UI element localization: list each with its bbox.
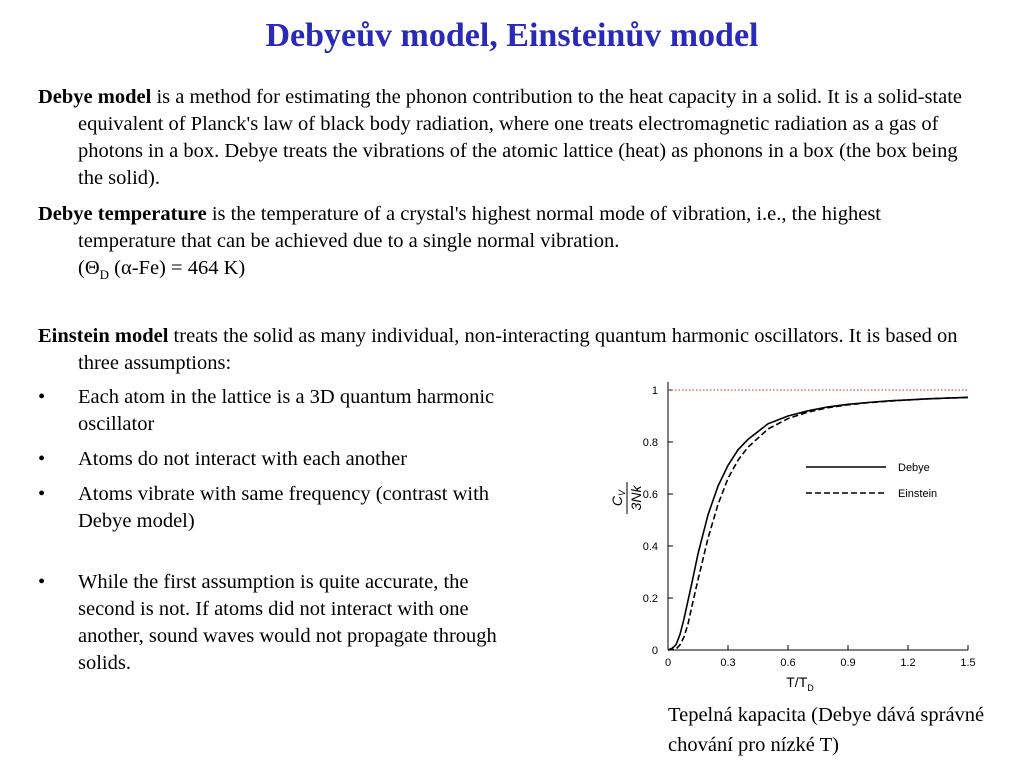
debye-temperature-term: Debye temperature (38, 203, 207, 225)
y-tick-label: 0.4 (642, 541, 658, 553)
y-tick-label: 1 (651, 385, 658, 397)
einstein-model-term: Einstein model (38, 325, 169, 347)
y-axis-label-numerator: $C_V$ (609, 489, 627, 507)
heat-capacity-chart (588, 370, 998, 695)
y-axis-label-denominator: 3Nk (628, 485, 644, 511)
debye-temperature-example (78, 257, 246, 283)
bullet-marker: • (38, 448, 46, 470)
legend-label-einstein: Einstein (898, 488, 938, 500)
x-axis-label: $T/T_D$ (786, 674, 814, 693)
series-line-einstein (668, 398, 968, 651)
x-tick-label: 0.6 (780, 657, 796, 669)
x-tick-label: 0.3 (720, 657, 736, 669)
x-tick-label: 1.5 (960, 657, 976, 669)
debye-temperature-paragraph (38, 201, 978, 288)
x-axis-label-subscript: D (807, 683, 814, 693)
list-item-text: Each atom in the lattice is a 3D quantum harmonic oscillator (78, 386, 495, 435)
example-suffix: (α-Fe) = 464 K) (109, 257, 246, 279)
y-axis-label (609, 482, 644, 514)
debye-temperature-text: is the temperature of a crystal's highest normal mode of vibration, i.e., the highest temperature that can be achieved due to a single normal vibration. (78, 203, 882, 252)
bullet-marker: • (38, 386, 46, 408)
debye-model-text: is a method for estimating the phonon contribution to the heat capacity in a solid. It is a solid-state equivalent of Planck's law of black body radiation, where one treats electromagnetic radiation as a gas of photons in a box. Debye treats the vibrations of the atomic lattice (heat) as phonons in a box (the box being the solid). (78, 86, 963, 189)
bullet-marker: • (38, 571, 46, 593)
list-item (38, 481, 498, 535)
figure-caption: Tepelná kapacita (Debye dává správné chování pro nízké T) (668, 704, 985, 756)
list-item (38, 446, 528, 473)
bullet-marker: • (38, 483, 46, 505)
list-item (38, 569, 528, 677)
example-subscript: D (99, 267, 110, 283)
list-item (38, 384, 528, 438)
legend-label-debye: Debye (898, 462, 930, 474)
debye-model-term: Debye model (38, 86, 152, 108)
list-item-text: While the first assumption is quite accurate, the second is not. If atoms did not interact with one another, sound waves would not propagate through solids. (78, 571, 497, 674)
slide-title: Debyeův model, Einsteinův model (265, 17, 759, 54)
y-tick-label: 0.6 (642, 489, 658, 501)
einstein-model-text: treats the solid as many individual, non-interacting quantum harmonic oscillators. It is based on three assumptions: (78, 325, 958, 374)
list-item-text: Atoms do not interact with each another (78, 448, 408, 470)
y-tick-label: 0.2 (642, 593, 658, 605)
y-axis-label-numerator-subscript: V (617, 489, 627, 496)
x-tick-label: 0 (664, 657, 672, 669)
example-prefix: (Θ (78, 257, 100, 279)
x-tick-label: 1.2 (900, 657, 916, 669)
einstein-model-paragraph (38, 323, 978, 377)
assumption-list (38, 384, 528, 685)
list-item-text: Atoms vibrate with same frequency (contrast with Debye model) (78, 483, 490, 532)
y-tick-label: 0.8 (642, 437, 658, 449)
x-tick-label: 0.9 (840, 657, 856, 669)
debye-model-paragraph (38, 84, 978, 192)
y-tick-label: 0 (651, 645, 658, 657)
